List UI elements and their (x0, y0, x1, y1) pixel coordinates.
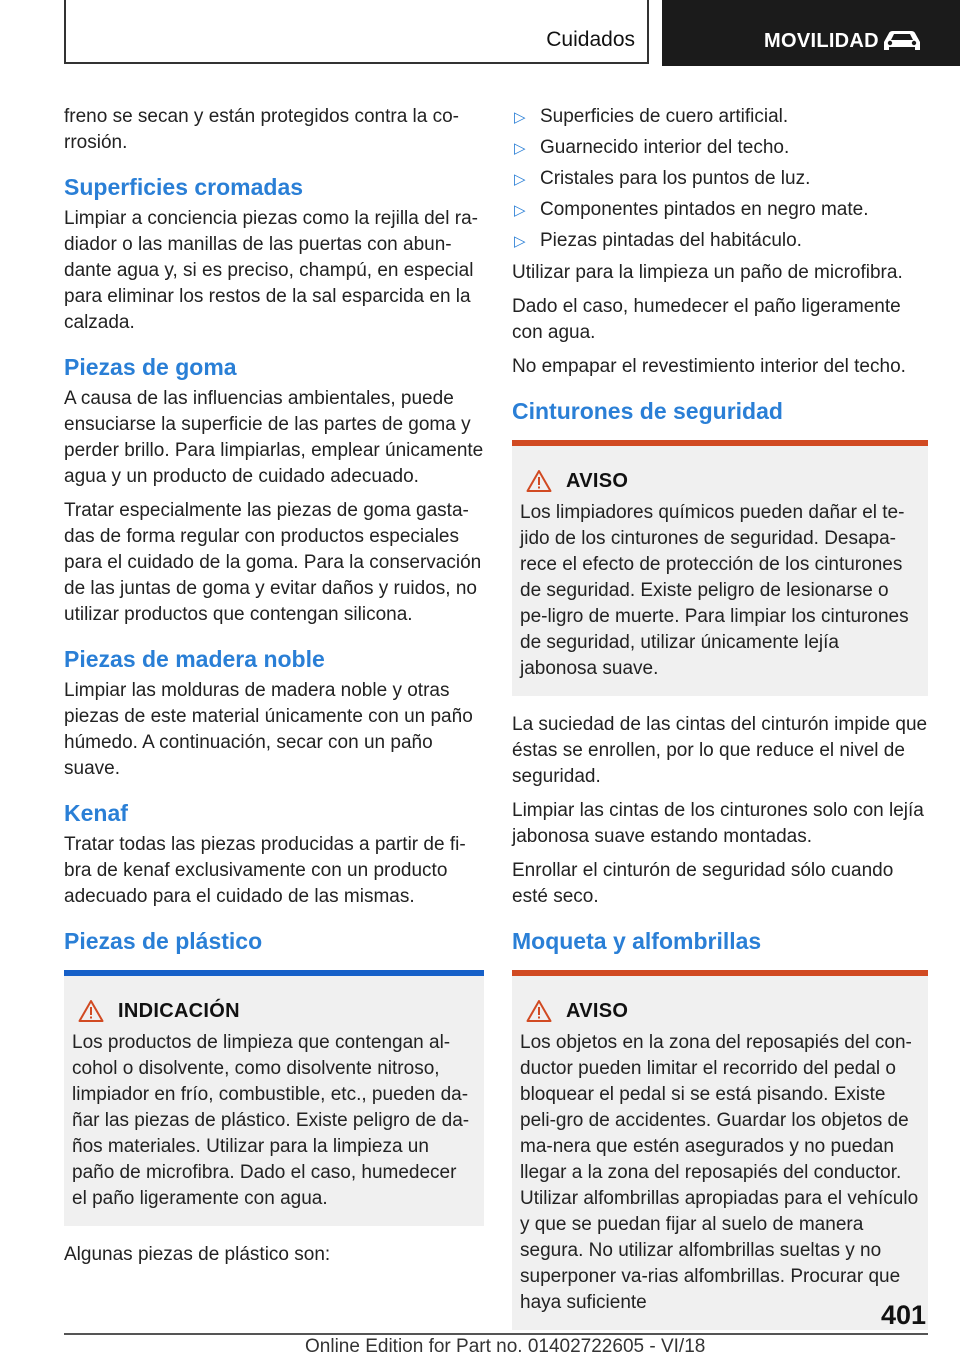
belts-paragraph-2: Limpiar las cintas de los cinturones solo con lejía jabonosa suave estando montadas. (512, 800, 924, 847)
wood-paragraph: Limpiar las molduras de madera noble y otras piezas de este material únicamente con un paño húmedo. A continuación, secar con un paño suave. (64, 680, 473, 779)
notice-header (72, 998, 476, 1024)
warning-triangle-icon (526, 469, 552, 493)
notice-title: AVISO (566, 1000, 629, 1022)
heading-seatbelts: Cinturones de seguridad (512, 398, 783, 424)
list-item: ▷ Piezas pintadas del habitáculo. (512, 228, 928, 254)
belts-paragraph-3: Enrollar el cinturón de seguridad sólo cuando esté seco. (512, 860, 894, 907)
intro-paragraph: freno se secan y están protegidos contra la co-rrosión. (64, 106, 460, 153)
warning-triangle-icon (78, 999, 104, 1023)
heading-carpets: Moqueta y alfombrillas (512, 928, 762, 954)
list-item: ▷ Guarnecido interior del techo. (512, 135, 928, 161)
list-item: ▷ Superficies de cuero artificial. (512, 104, 928, 130)
heading-chrome: Superficies cromadas (64, 174, 304, 200)
plastic-list-intro: Algunas piezas de plástico son: (64, 1244, 331, 1265)
moisten-paragraph: Dado el caso, humedecer el paño ligeramente con agua. (512, 296, 901, 343)
heading-plastic: Piezas de plástico (64, 928, 263, 954)
notice-box-plastic (64, 970, 484, 1226)
notice-header (520, 468, 920, 494)
notice-box-carpets (512, 970, 928, 1330)
left-column (64, 104, 484, 1276)
bullet-triangle-icon: ▷ (514, 140, 526, 157)
notice-body: Los productos de limpieza que contengan al-cohol o disolvente, como disolvente nitroso, limpiador en frío, combustible, etc., pueden da-ñar las piezas de plástico. Existe peligro de da-ños materiales. Utilizar para la limpieza un paño de microfibra. Dado el caso, humedecer el paño ligeramente con agua. (72, 1032, 470, 1209)
rubber-paragraph-1: A causa de las influencias ambientales, puede ensuciarse la superficie de las partes de goma y perder brillo. Para limpiarlas, emplear únicamente agua y un producto de cuidado adecuado. (64, 388, 484, 487)
bullet-triangle-icon: ▷ (514, 233, 526, 250)
headliner-paragraph: No empapar el revestimiento interior del techo. (512, 356, 906, 377)
kenaf-paragraph: Tratar todas las piezas producidas a partir de fi-bra de kenaf exclusivamente con un producto adecuado para el cuidado de las mismas. (64, 834, 466, 907)
rubber-paragraph-2: Tratar especialmente las piezas de goma gasta-das de forma regular con productos especiales para el cuidado de la goma. Para la conservación de las juntas de goma y evitar daños y ruidos, no utilizar productos que contengan silicona. (64, 500, 482, 625)
warning-triangle-icon (526, 999, 552, 1023)
header-chapter-label: MOVILIDAD (764, 29, 879, 52)
heading-kenaf: Kenaf (64, 800, 128, 826)
notice-header (520, 998, 920, 1024)
notice-title: AVISO (566, 470, 629, 492)
heading-rubber: Piezas de goma (64, 354, 237, 380)
belts-paragraph-1: La suciedad de las cintas del cinturón impide que éstas se enrollen, por lo que reduce el nivel de seguridad. (512, 714, 928, 787)
notice-box-seatbelts (512, 440, 928, 696)
notice-body: Los limpiadores químicos pueden dañar el te-jido de los cinturones de seguridad. Desapa-rece el efecto de protección de los cinturones de seguridad. Existe peligro de lesionarse o pe-ligro de muerte. Para limpiar los cinturones de seguridad, utilizar únicamente lejía jabonosa suave. (520, 502, 909, 679)
notice-body: Los objetos en la zona del reposapiés del con-ductor pueden limitar el recorrido del pedal o bloquear el pedal si se está pisando. Existe peli-gro de accidentes. Guardar los objetos de ma-nera que estén asegurados y no puedan llegar a la zona del reposapiés del conductor. Utilizar alfombrillas apropiadas para el vehículo y que se puedan fijar al suelo de manera segura. No utilizar alfombrillas sueltas y no superponer va-rias alfombrillas. Procurar que haya suficiente (520, 1032, 919, 1313)
header-section-box (64, 0, 649, 64)
footer-edition: Online Edition for Part no. 01402722605 - VI/18 (305, 1336, 706, 1357)
page-number: 401 (880, 1300, 926, 1330)
footer-divider (64, 1333, 928, 1335)
list-item: ▷ Cristales para los puntos de luz. (512, 166, 928, 192)
bullet-triangle-icon: ▷ (514, 171, 526, 188)
heading-wood: Piezas de madera noble (64, 646, 325, 672)
right-column (512, 104, 928, 1346)
chrome-paragraph: Limpiar a conciencia piezas como la rejilla del ra-diador o las manillas de las puertas con abun-dante agua y, si es preciso, champú, en especial para eliminar los restos de la sal esparcida en la calzada. (64, 208, 478, 333)
microfiber-paragraph: Utilizar para la limpieza un paño de microfibra. (512, 262, 903, 283)
header-section-title: Cuidados (546, 28, 635, 51)
list-item: ▷ Componentes pintados en negro mate. (512, 197, 928, 223)
bullet-triangle-icon: ▷ (514, 109, 526, 126)
plastic-parts-list (512, 104, 928, 254)
notice-title: INDICACIÓN (118, 1000, 240, 1022)
bullet-triangle-icon: ▷ (514, 202, 526, 219)
car-icon (880, 28, 924, 54)
